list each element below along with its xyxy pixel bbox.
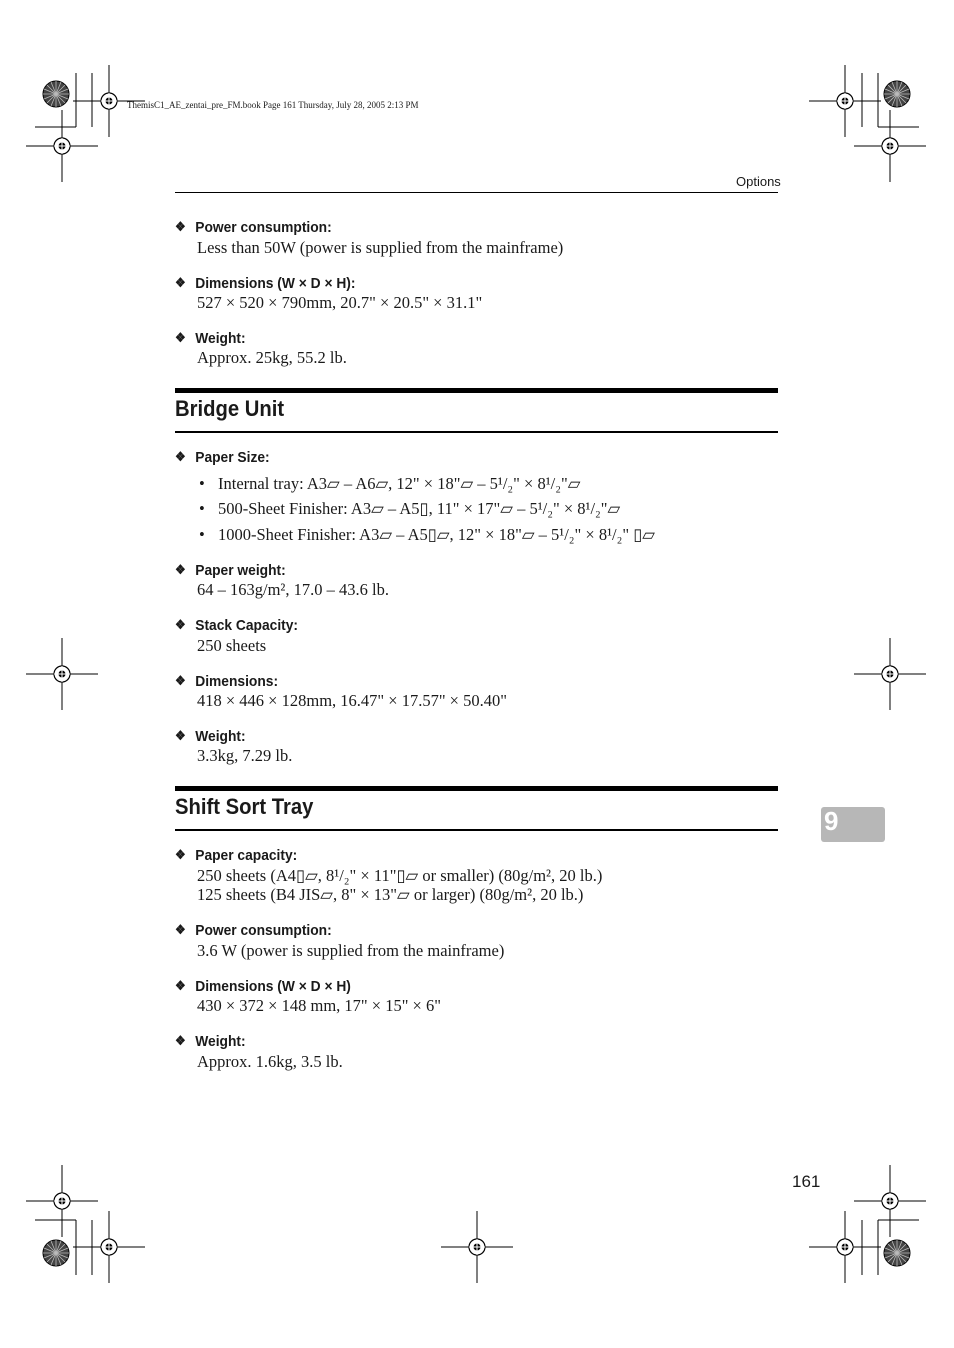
bullet-icon: •	[199, 499, 205, 518]
list-item: • 1000-Sheet Finisher: A3▱ – A5▯▱, 12" × 18"▱ – 5¹/₂" × 8¹/₂" ▯▱	[199, 525, 655, 544]
color-target-icon	[43, 1240, 69, 1266]
spec-label: ❖ Weight:	[175, 727, 246, 745]
spec-label: ❖ Dimensions (W × D × H)	[175, 977, 351, 995]
diamond-bullet-icon: ❖	[175, 728, 186, 743]
registration-icon	[854, 638, 926, 710]
registration-icon	[809, 65, 881, 137]
spec-label: ❖ Paper weight:	[175, 561, 286, 579]
spec-value: 250 sheets (A4▯▱, 8¹/₂" × 11"▯▱ or smaller) (80g/m², 20 lb.)	[197, 866, 603, 885]
diamond-bullet-icon: ❖	[175, 1033, 186, 1048]
registration-icon	[26, 638, 98, 710]
bullet-icon: •	[199, 474, 205, 493]
spec-label: ❖ Paper Size:	[175, 448, 270, 466]
spec-value: 527 × 520 × 790mm, 20.7" × 20.5" × 31.1"	[197, 293, 483, 312]
spec-label: ❖ Weight:	[175, 1032, 246, 1050]
spec-value: Less than 50W (power is supplied from the mainframe)	[197, 238, 564, 257]
bullet-icon: •	[199, 525, 205, 544]
diamond-bullet-icon: ❖	[175, 847, 186, 862]
header-divider	[175, 192, 778, 193]
section-rule-bottom	[175, 829, 778, 831]
spec-label: ❖ Dimensions:	[175, 672, 279, 690]
diamond-bullet-icon: ❖	[175, 275, 186, 290]
running-header: Options	[736, 174, 781, 189]
spec-label: ❖ Weight:	[175, 329, 246, 347]
spec-value: Approx. 25kg, 55.2 lb.	[197, 348, 347, 367]
chapter-number: 9	[824, 806, 839, 836]
spec-label: ❖ Power consumption:	[175, 921, 332, 939]
diamond-bullet-icon: ❖	[175, 673, 186, 688]
color-target-icon	[43, 81, 69, 107]
diamond-bullet-icon: ❖	[175, 562, 186, 577]
registration-icon	[73, 1211, 145, 1283]
registration-icon	[809, 1211, 881, 1283]
section-rule-top	[175, 786, 778, 791]
section-rule-bottom	[175, 431, 778, 433]
diamond-bullet-icon: ❖	[175, 617, 186, 632]
section-title: Shift Sort Tray	[175, 794, 314, 819]
color-target-icon	[884, 81, 910, 107]
spec-value: 430 × 372 × 148 mm, 17" × 15" × 6"	[197, 996, 441, 1015]
registration-icon	[441, 1211, 513, 1283]
diamond-bullet-icon: ❖	[175, 922, 186, 937]
registration-icon	[854, 1165, 926, 1237]
list-item: • Internal tray: A3▱ – A6▱, 12" × 18"▱ – 5¹/₂" × 8¹/₂"▱	[199, 474, 581, 493]
registration-icon	[26, 110, 98, 182]
spec-value: 250 sheets	[197, 636, 267, 655]
diamond-bullet-icon: ❖	[175, 219, 186, 234]
spec-value: 3.3kg, 7.29 lb.	[197, 746, 293, 765]
spec-label: ❖ Dimensions (W × D × H):	[175, 274, 356, 292]
spec-value: 125 sheets (B4 JIS▱, 8" × 13"▱ or larger) (80g/m², 20 lb.)	[197, 885, 584, 904]
spec-label: ❖ Power consumption:	[175, 218, 332, 236]
section-title: Bridge Unit	[175, 396, 285, 421]
diamond-bullet-icon: ❖	[175, 978, 186, 993]
registration-icon	[26, 1165, 98, 1237]
spec-label: ❖ Paper capacity:	[175, 846, 298, 864]
spec-value: Approx. 1.6kg, 3.5 lb.	[197, 1052, 343, 1071]
spec-label: ❖ Stack Capacity:	[175, 616, 299, 634]
page-number: 161	[792, 1172, 821, 1191]
section-rule-top	[175, 388, 778, 393]
registration-icon	[854, 110, 926, 182]
diamond-bullet-icon: ❖	[175, 449, 186, 464]
spec-value: 418 × 446 × 128mm, 16.47" × 17.57" × 50.40"	[197, 691, 507, 710]
list-item: • 500-Sheet Finisher: A3▱ – A5▯, 11" × 17"▱ – 5¹/₂" × 8¹/₂"▱	[199, 499, 621, 518]
spec-value: 64 – 163g/m², 17.0 – 43.6 lb.	[197, 580, 389, 599]
diamond-bullet-icon: ❖	[175, 330, 186, 345]
file-info-line: ThemisC1_AE_zentai_pre_FM.book Page 161 Thursday, July 28, 2005 2:13 PM	[127, 100, 419, 110]
color-target-icon	[884, 1240, 910, 1266]
spec-value: 3.6 W (power is supplied from the mainframe)	[197, 941, 505, 960]
